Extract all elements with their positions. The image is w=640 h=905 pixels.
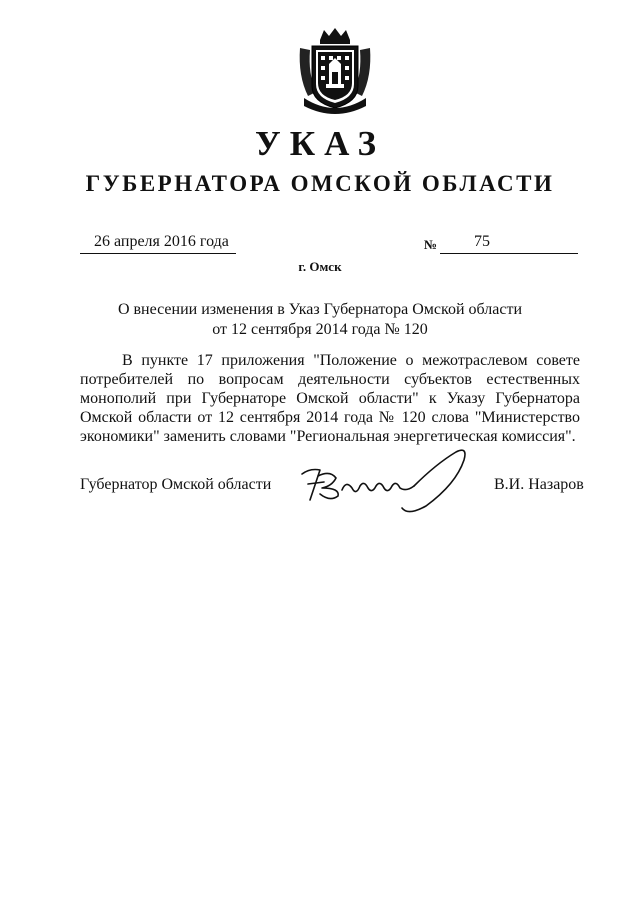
document-title: УКАЗ bbox=[255, 124, 385, 163]
coat-of-arms-icon bbox=[296, 26, 374, 114]
handwritten-signature bbox=[296, 444, 476, 514]
body-paragraph: В пункте 17 приложения "Положение о межотраслевом совете потребителей по вопросам деятельности субъектов естественных монополий при Губернаторе Омской области" к Указу Губернатора Омской области от 12 сентября 2014 года № 120 слова "Министерство экономики" заменить словами "Региональная энергетическая комиссия". bbox=[80, 352, 580, 445]
signatory-name: В.И. Назаров bbox=[494, 476, 584, 493]
signatory-position: Губернатор Омской области bbox=[80, 476, 272, 493]
document-subject bbox=[0, 300, 640, 340]
number-field bbox=[440, 233, 578, 254]
document-city: г. Омск bbox=[298, 259, 342, 274]
document-number: 75 bbox=[474, 233, 490, 250]
date-field bbox=[80, 233, 236, 254]
subject-line-1: О внесении изменения в Указ Губернатора Омской области bbox=[117, 301, 523, 318]
document-subtitle: ГУБЕРНАТОРА ОМСКОЙ ОБЛАСТИ bbox=[85, 171, 555, 196]
number-label: № bbox=[424, 237, 438, 252]
document-date: 26 апреля 2016 года bbox=[94, 233, 229, 250]
subject-line-2: от 12 сентября 2014 года № 120 bbox=[212, 321, 428, 338]
